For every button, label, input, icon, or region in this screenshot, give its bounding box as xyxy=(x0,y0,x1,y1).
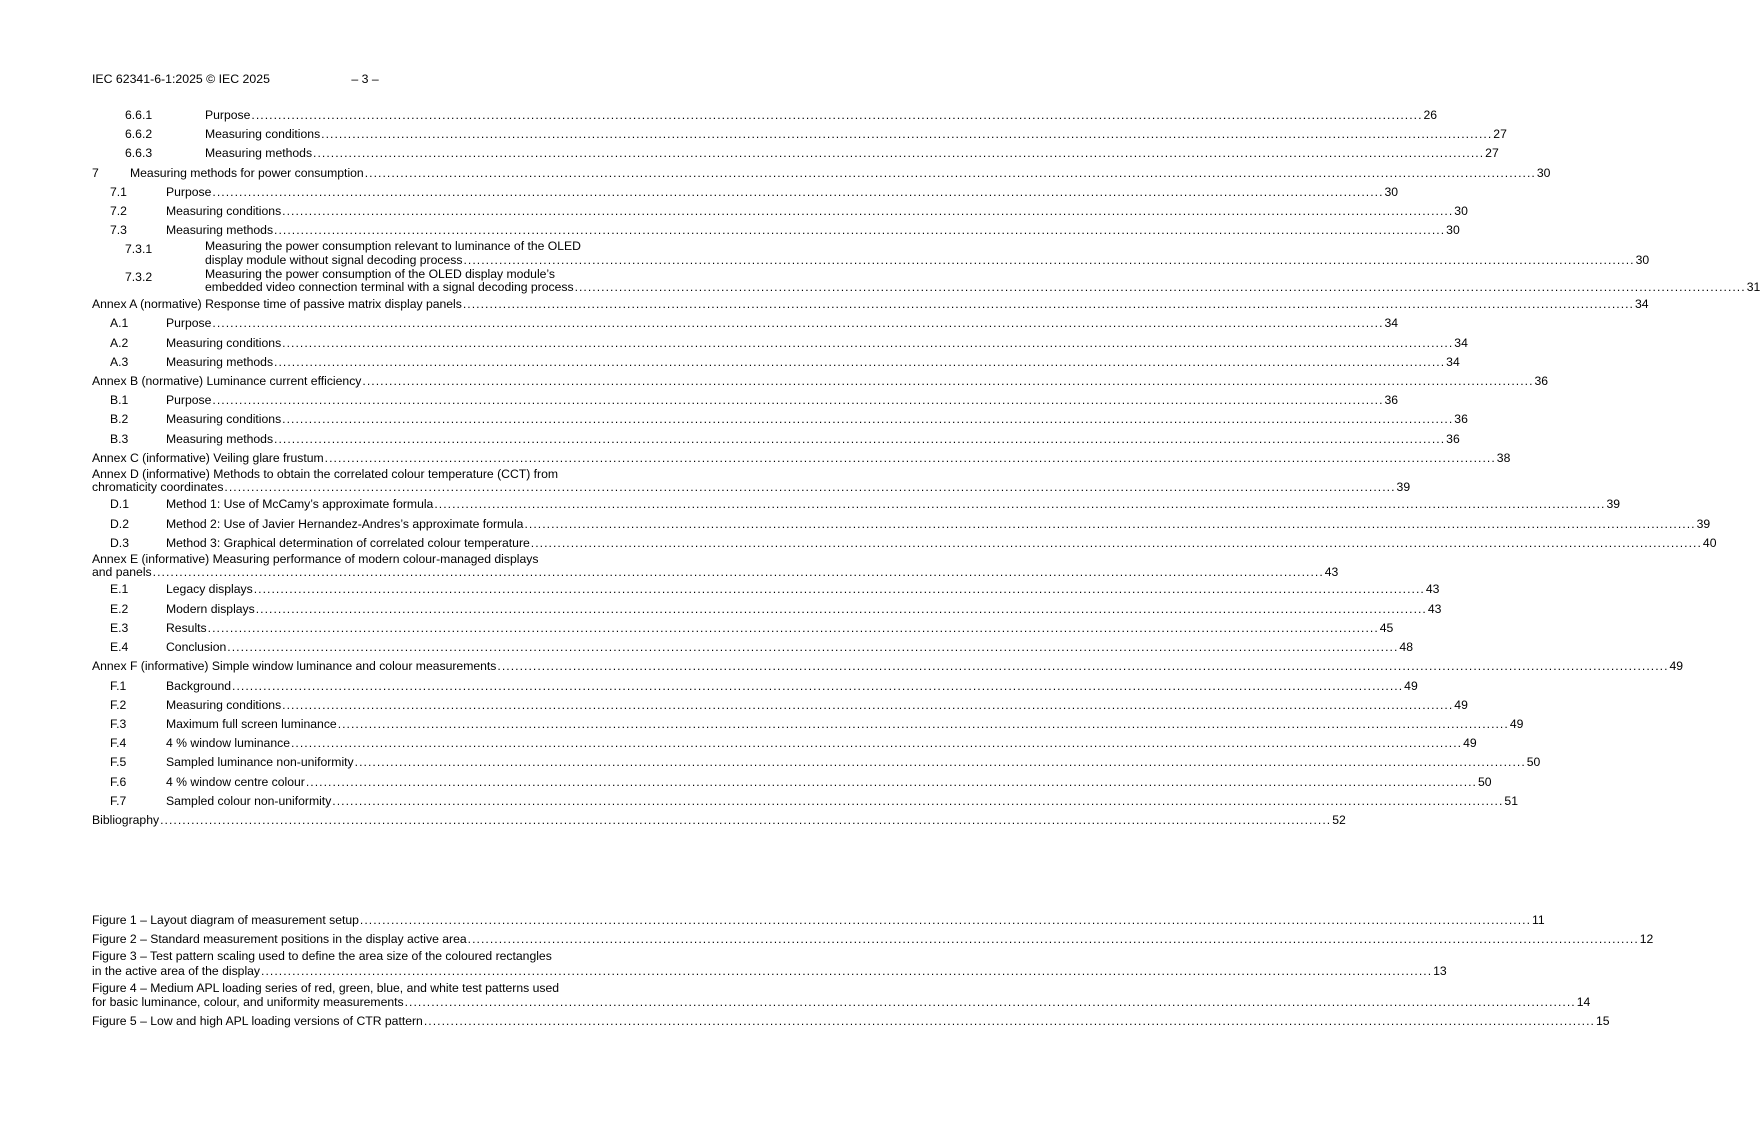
dot-leader xyxy=(274,353,1445,372)
toc-entry-body xyxy=(166,221,1460,240)
toc-entry[interactable] xyxy=(92,677,1418,696)
dot-leader xyxy=(282,202,1453,221)
dot-leader xyxy=(355,753,1526,772)
toc-entry-number: F.7 xyxy=(110,793,127,808)
toc-entry-title: Conclusion xyxy=(166,640,227,655)
toc-entry-page-number: 45 xyxy=(1379,620,1394,635)
toc-entry-body xyxy=(166,619,1394,638)
dot-leader xyxy=(531,534,1702,553)
toc-entry-title: Measuring methods for power consumption xyxy=(130,165,364,180)
dot-leader xyxy=(434,495,1605,514)
toc-entry[interactable] xyxy=(92,334,1468,353)
dot-leader xyxy=(362,372,1533,391)
toc-entry-body xyxy=(166,430,1460,449)
toc-entry-page-number: 43 xyxy=(1427,601,1442,616)
toc-entry-line xyxy=(166,410,1468,429)
toc-entry-line xyxy=(92,1012,1610,1031)
dot-leader xyxy=(227,638,1398,657)
toc-entry-body xyxy=(205,239,1650,267)
dot-leader xyxy=(274,221,1445,240)
dot-leader xyxy=(282,334,1453,353)
toc-entry[interactable] xyxy=(92,164,1551,183)
dot-leader xyxy=(463,295,1634,314)
dot-leader xyxy=(463,254,1634,267)
toc-entry-line xyxy=(166,534,1717,553)
toc-entry-body xyxy=(166,353,1460,372)
figure-list-entry[interactable] xyxy=(92,980,1591,1012)
toc-entry[interactable] xyxy=(92,495,1621,514)
toc-entry-line xyxy=(166,183,1399,202)
toc-entry-title-line2: chromaticity coordinates xyxy=(92,480,224,495)
toc-entry-page-number: 38 xyxy=(1496,450,1511,465)
toc-entry[interactable] xyxy=(92,696,1468,715)
toc-entry-title: Measuring methods xyxy=(166,431,274,446)
dot-leader xyxy=(153,566,1324,579)
dot-leader xyxy=(291,734,1462,753)
toc-entry-line xyxy=(92,657,1684,676)
toc-entry-page-number: 49 xyxy=(1404,678,1418,693)
toc-entry-body xyxy=(205,266,1760,295)
toc-entry-body xyxy=(166,534,1717,553)
toc-entry-line xyxy=(166,221,1460,240)
dot-leader xyxy=(212,314,1383,333)
toc-entry-number: A.1 xyxy=(110,316,129,331)
toc-entry-number: 7.1 xyxy=(110,184,127,199)
toc-entry-title: Modern displays xyxy=(166,601,255,616)
dot-leader xyxy=(208,619,1379,638)
toc-entry-page-number: 13 xyxy=(1433,964,1447,978)
toc-entry[interactable] xyxy=(92,266,1760,295)
toc-entry-page-number: 36 xyxy=(1384,393,1399,408)
toc-entry-number: 7 xyxy=(92,165,99,180)
toc-entry-line xyxy=(166,696,1468,715)
dot-leader xyxy=(497,657,1668,676)
toc-entry[interactable] xyxy=(92,239,1650,267)
toc-entry-body xyxy=(166,515,1711,534)
toc-entry[interactable] xyxy=(92,515,1711,534)
toc-entry-line xyxy=(92,911,1545,930)
toc-entry-page-number: 30 xyxy=(1536,165,1551,180)
toc-entry[interactable] xyxy=(92,391,1399,410)
toc-entry[interactable] xyxy=(92,449,1511,468)
toc-entry-number: A.3 xyxy=(110,354,129,369)
toc-entry[interactable] xyxy=(92,552,1339,580)
toc-entry-page-number: 31 xyxy=(1746,280,1760,295)
toc-entry-line xyxy=(92,372,1549,391)
toc-entry-page-number: 34 xyxy=(1446,354,1460,369)
toc-entry-page-number: 39 xyxy=(1396,480,1411,495)
dot-leader xyxy=(468,930,1639,949)
toc-entry-page-number: 43 xyxy=(1324,565,1339,580)
toc-entry-body xyxy=(205,106,1438,125)
toc-entry[interactable] xyxy=(92,295,1649,314)
toc-entry-page-number: 34 xyxy=(1384,316,1399,331)
toc-entry-page-number: 36 xyxy=(1534,374,1549,389)
toc-entry-line xyxy=(166,430,1460,449)
toc-entry[interactable] xyxy=(92,619,1394,638)
toc-entry-body xyxy=(92,449,1511,468)
dot-leader xyxy=(524,515,1695,534)
toc-entry[interactable] xyxy=(92,125,1507,144)
toc-entry[interactable] xyxy=(92,410,1468,429)
toc-entry-title: Bibliography xyxy=(92,812,160,827)
toc-entry-page-number: 49 xyxy=(1463,736,1477,751)
toc-entry-title: Background xyxy=(166,678,232,693)
toc-entry[interactable] xyxy=(92,353,1460,372)
list-of-figures xyxy=(92,911,1654,1031)
toc-entry-number: B.2 xyxy=(110,412,129,427)
toc-entry-line xyxy=(166,353,1460,372)
toc-entry-line xyxy=(205,144,1499,163)
toc-entry-page-number: 52 xyxy=(1332,812,1346,827)
toc-entry-page-number: 39 xyxy=(1606,497,1621,512)
toc-entry[interactable] xyxy=(92,144,1499,163)
figure-list-entry[interactable] xyxy=(92,1012,1610,1031)
dot-leader xyxy=(338,715,1509,734)
toc-entry-title: Measuring conditions xyxy=(166,335,282,350)
toc-entry[interactable] xyxy=(92,467,1411,495)
toc-entry-title: Figure 1 – Layout diagram of measurement setup xyxy=(92,913,359,927)
toc-entry-title: Method 3: Graphical determination of correlated colour temperature xyxy=(166,535,530,550)
toc-entry-line xyxy=(166,753,1541,772)
toc-entry-body xyxy=(166,715,1524,734)
toc-entry-number: F.3 xyxy=(110,716,127,731)
toc-entry[interactable] xyxy=(92,792,1518,811)
toc-entry[interactable] xyxy=(92,183,1399,202)
toc-entry[interactable] xyxy=(92,221,1460,240)
toc-entry-page-number: 30 xyxy=(1384,184,1399,199)
header-page-marker: – 3 – xyxy=(351,72,379,86)
toc-entry-number: B.1 xyxy=(110,393,129,408)
toc-entry-number: 7.3.2 xyxy=(125,269,153,284)
toc-entry-title: Measuring methods xyxy=(166,223,274,238)
toc-entry-last-line xyxy=(92,964,1447,979)
toc-entry-number: E.4 xyxy=(110,640,129,655)
toc-entry-body xyxy=(166,753,1541,772)
toc-entry-page-number: 26 xyxy=(1423,108,1438,122)
toc-entry-title: Maximum full screen luminance xyxy=(166,716,337,731)
dot-leader xyxy=(575,281,1746,294)
toc-entry-title-line1: Measuring the power consumption of the OLED display module’s xyxy=(205,266,556,281)
toc-entry-body xyxy=(92,295,1649,314)
toc-entry-body xyxy=(166,734,1477,753)
dot-leader xyxy=(212,183,1383,202)
toc-entry-line xyxy=(166,515,1711,534)
toc-entry-line xyxy=(166,677,1418,696)
toc-entry-body xyxy=(166,410,1468,429)
toc-entry-title: Purpose xyxy=(166,393,212,408)
toc-entry-line xyxy=(166,495,1621,514)
toc-entry-title: Purpose xyxy=(166,184,212,199)
toc-entry-body xyxy=(92,657,1684,676)
toc-entry-number: E.3 xyxy=(110,620,129,635)
toc-entry-line xyxy=(166,734,1477,753)
toc-entry-number: 7.3.1 xyxy=(125,242,153,257)
toc-entry[interactable] xyxy=(92,314,1399,333)
toc-entry-number: E.1 xyxy=(110,582,129,597)
toc-entry-body xyxy=(205,144,1499,163)
toc-entry-title: Annex A (normative) Response time of passive matrix display panels xyxy=(92,297,462,312)
toc-entry-page-number: 11 xyxy=(1532,913,1545,927)
toc-entry-page-number: 36 xyxy=(1446,431,1460,446)
toc-entry-body xyxy=(92,949,1447,980)
toc-entry-line xyxy=(92,811,1346,830)
toc-entry-title-line1: Figure 4 – Medium APL loading series of red, green, blue, and white test patterns used xyxy=(92,980,560,995)
toc-entry-title: Annex B (normative) Luminance current efficiency xyxy=(92,374,362,389)
toc-entry-line xyxy=(166,314,1399,333)
toc-entry-body xyxy=(92,930,1654,949)
dot-leader xyxy=(365,164,1536,183)
toc-entry-line xyxy=(92,449,1511,468)
toc-entry[interactable] xyxy=(92,106,1438,125)
dot-leader xyxy=(160,811,1331,830)
toc-entry-number: 6.6.3 xyxy=(125,146,153,161)
toc-entry-number: E.2 xyxy=(110,601,129,616)
toc-entry-body xyxy=(166,773,1492,792)
toc-entry-last-line xyxy=(92,480,1411,495)
toc-entry-line xyxy=(166,792,1518,811)
toc-entry-number: 6.6.1 xyxy=(125,108,153,122)
toc-entry-line xyxy=(130,164,1551,183)
toc-entry-title-line1: Measuring the power consumption relevant to luminance of the OLED xyxy=(205,239,581,254)
toc-entry-title-line2: embedded video connection terminal with a signal decoding process xyxy=(205,280,574,295)
toc-entry-page-number: 51 xyxy=(1504,793,1518,808)
toc-entry-page-number: 49 xyxy=(1669,659,1684,674)
dot-leader xyxy=(306,773,1477,792)
toc-entry-title-line2: for basic luminance, colour, and uniformity measurements xyxy=(92,995,404,1010)
toc-entry-title-line2: in the active area of the display xyxy=(92,964,261,978)
dot-leader xyxy=(256,600,1427,619)
toc-entry-body xyxy=(166,183,1399,202)
toc-entry-number: A.2 xyxy=(110,335,129,350)
toc-entry-page-number: 12 xyxy=(1639,932,1654,947)
dot-leader xyxy=(325,449,1496,468)
toc-entry[interactable] xyxy=(92,600,1442,619)
toc-entry-page-number: 34 xyxy=(1454,335,1468,350)
toc-entry-body xyxy=(92,980,1591,1012)
toc-entry-title: Results xyxy=(166,620,207,635)
toc-entry-page-number: 40 xyxy=(1702,535,1717,550)
toc-entry-title: Purpose xyxy=(205,108,251,122)
dot-leader xyxy=(224,481,1395,494)
toc-entry-body xyxy=(92,911,1545,930)
toc-entry-line xyxy=(205,125,1507,144)
dot-leader xyxy=(261,964,1432,978)
toc-entry-line xyxy=(166,773,1492,792)
toc-entry-title: Legacy displays xyxy=(166,582,253,597)
toc-entry-body xyxy=(205,125,1507,144)
toc-entry-line xyxy=(205,106,1438,125)
toc-entry[interactable] xyxy=(92,638,1413,657)
toc-entry-last-line xyxy=(92,995,1591,1010)
toc-entry-last-line xyxy=(92,565,1339,580)
dot-leader xyxy=(254,580,1425,599)
dot-leader xyxy=(282,410,1453,429)
toc-entry-body xyxy=(166,638,1413,657)
toc-entry[interactable] xyxy=(92,753,1541,772)
toc-entry-last-line xyxy=(205,252,1650,267)
dot-leader xyxy=(212,391,1383,410)
toc-entry-line xyxy=(166,600,1442,619)
toc-entry-number: 7.3 xyxy=(110,223,127,238)
toc-entry-page-number: 34 xyxy=(1635,297,1649,312)
toc-entry-body xyxy=(166,495,1621,514)
toc-entry[interactable] xyxy=(92,580,1440,599)
toc-entry-body xyxy=(92,552,1339,580)
toc-entry-title: Purpose xyxy=(166,316,212,331)
toc-entry-body xyxy=(166,696,1468,715)
toc-entry-title: Measuring conditions xyxy=(166,412,282,427)
dot-leader xyxy=(321,125,1492,144)
toc-entry-page-number: 27 xyxy=(1493,127,1507,142)
figure-list-entry[interactable] xyxy=(92,911,1545,930)
toc-entry-page-number: 15 xyxy=(1595,1013,1610,1028)
toc-entry-page-number: 39 xyxy=(1696,516,1711,531)
dot-leader xyxy=(405,995,1576,1009)
toc-entry-number: D.2 xyxy=(110,516,129,531)
toc-entry[interactable] xyxy=(92,202,1468,221)
toc-entry-title: Measuring conditions xyxy=(166,204,282,219)
toc-entry[interactable] xyxy=(92,734,1477,753)
toc-entry[interactable] xyxy=(92,811,1346,830)
toc-entry-title: Measuring methods xyxy=(205,146,313,161)
toc-entry-last-line xyxy=(205,280,1760,295)
toc-entry-page-number: 30 xyxy=(1635,252,1650,267)
toc-entry-line xyxy=(166,334,1468,353)
toc-entry-line xyxy=(166,619,1394,638)
toc-entry-line xyxy=(166,391,1399,410)
toc-entry-body xyxy=(166,314,1399,333)
toc-entry-body xyxy=(92,467,1411,495)
toc-entry[interactable] xyxy=(92,534,1717,553)
toc-entry-body xyxy=(166,580,1440,599)
toc-entry-line xyxy=(166,638,1413,657)
toc-entry-number: F.4 xyxy=(110,736,127,751)
dot-leader xyxy=(360,911,1531,930)
toc-entry-page-number: 50 xyxy=(1526,755,1541,770)
toc-entry-page-number: 30 xyxy=(1454,204,1468,219)
toc-entry-number: F.1 xyxy=(110,678,127,693)
toc-entry-number: F.2 xyxy=(110,697,127,712)
toc-entry-page-number: 14 xyxy=(1576,995,1591,1010)
figure-list-entry[interactable] xyxy=(92,949,1447,980)
dot-leader xyxy=(274,430,1445,449)
toc-entry-page-number: 49 xyxy=(1454,697,1468,712)
toc-entry[interactable] xyxy=(92,773,1492,792)
toc-entry-title: Method 1: Use of McCamy’s approximate formula xyxy=(166,497,434,512)
dot-leader xyxy=(232,677,1403,696)
toc-entry-page-number: 27 xyxy=(1485,146,1499,161)
toc-entry-body xyxy=(166,391,1399,410)
table-of-contents xyxy=(92,106,1760,830)
toc-entry-title: Measuring methods xyxy=(166,354,274,369)
toc-entry-page-number: 48 xyxy=(1399,640,1413,655)
toc-entry-number: 7.2 xyxy=(110,204,127,219)
toc-entry-body xyxy=(166,334,1468,353)
toc-entry-number: F.6 xyxy=(110,774,127,789)
toc-entry-line xyxy=(166,202,1468,221)
toc-entry-title: 4 % window centre colour xyxy=(166,774,305,789)
toc-entry-line xyxy=(166,580,1440,599)
toc-entry-title: Sampled luminance non-uniformity xyxy=(166,755,354,770)
toc-entry-number: D.3 xyxy=(110,535,129,550)
toc-entry[interactable] xyxy=(92,372,1549,391)
toc-entry-title: Annex C (informative) Veiling glare frustum xyxy=(92,450,324,465)
toc-entry-page-number: 36 xyxy=(1454,412,1468,427)
toc-entry-number: B.3 xyxy=(110,431,129,446)
toc-entry-body xyxy=(166,792,1518,811)
toc-entry-title: Sampled colour non-uniformity xyxy=(166,793,332,808)
toc-entry-body xyxy=(92,811,1346,830)
dot-leader xyxy=(424,1012,1595,1031)
toc-entry-body xyxy=(166,677,1418,696)
toc-entry[interactable] xyxy=(92,715,1524,734)
dot-leader xyxy=(251,106,1422,125)
dot-leader xyxy=(313,144,1484,163)
toc-entry-body xyxy=(166,600,1442,619)
toc-entry-title-line1: Annex E (informative) Measuring performance of modern colour-managed displays xyxy=(92,552,539,567)
toc-entry-page-number: 30 xyxy=(1446,223,1460,238)
toc-entry-number: F.5 xyxy=(110,755,127,770)
toc-entry-title: Method 2: Use of Javier Hernandez-Andres’s approximate formula xyxy=(166,516,524,531)
running-header xyxy=(92,72,702,86)
toc-entry[interactable] xyxy=(92,657,1684,676)
toc-entry-line xyxy=(166,715,1524,734)
toc-entry-body xyxy=(130,164,1551,183)
toc-entry-page-number: 43 xyxy=(1425,582,1440,597)
dot-leader xyxy=(282,696,1453,715)
toc-entry-title: Figure 5 – Low and high APL loading versions of CTR pattern xyxy=(92,1013,423,1028)
toc-entry-title-line2: display module without signal decoding process xyxy=(205,252,463,267)
toc-entry-number: 6.6.2 xyxy=(125,127,153,142)
toc-entry[interactable] xyxy=(92,430,1460,449)
toc-entry-body xyxy=(166,202,1468,221)
figure-list-entry[interactable] xyxy=(92,930,1654,949)
toc-entry-page-number: 50 xyxy=(1478,774,1492,789)
toc-entry-page-number: 49 xyxy=(1509,716,1524,731)
header-standard-reference: IEC 62341-6-1:2025 © IEC 2025 xyxy=(92,72,270,86)
toc-entry-title: Measuring conditions xyxy=(166,697,282,712)
toc-entry-title: Annex F (informative) Simple window luminance and colour measurements xyxy=(92,659,497,674)
toc-entry-title-line2: and panels xyxy=(92,565,152,580)
dot-leader xyxy=(332,792,1503,811)
toc-entry-number: D.1 xyxy=(110,497,129,512)
toc-entry-body xyxy=(92,372,1549,391)
toc-entry-title: 4 % window luminance xyxy=(166,736,290,751)
toc-entry-title: Measuring conditions xyxy=(205,127,321,142)
toc-entry-title-line1: Figure 3 – Test pattern scaling used to define the area size of the coloured rectangles xyxy=(92,949,552,964)
toc-entry-title: Figure 2 – Standard measurement positions in the display active area xyxy=(92,932,467,947)
toc-entry-body xyxy=(92,1012,1610,1031)
toc-entry-title-line1: Annex D (informative) Methods to obtain the correlated colour temperature (CCT) from xyxy=(92,467,559,482)
toc-entry-line xyxy=(92,930,1654,949)
toc-entry-line xyxy=(92,295,1649,314)
